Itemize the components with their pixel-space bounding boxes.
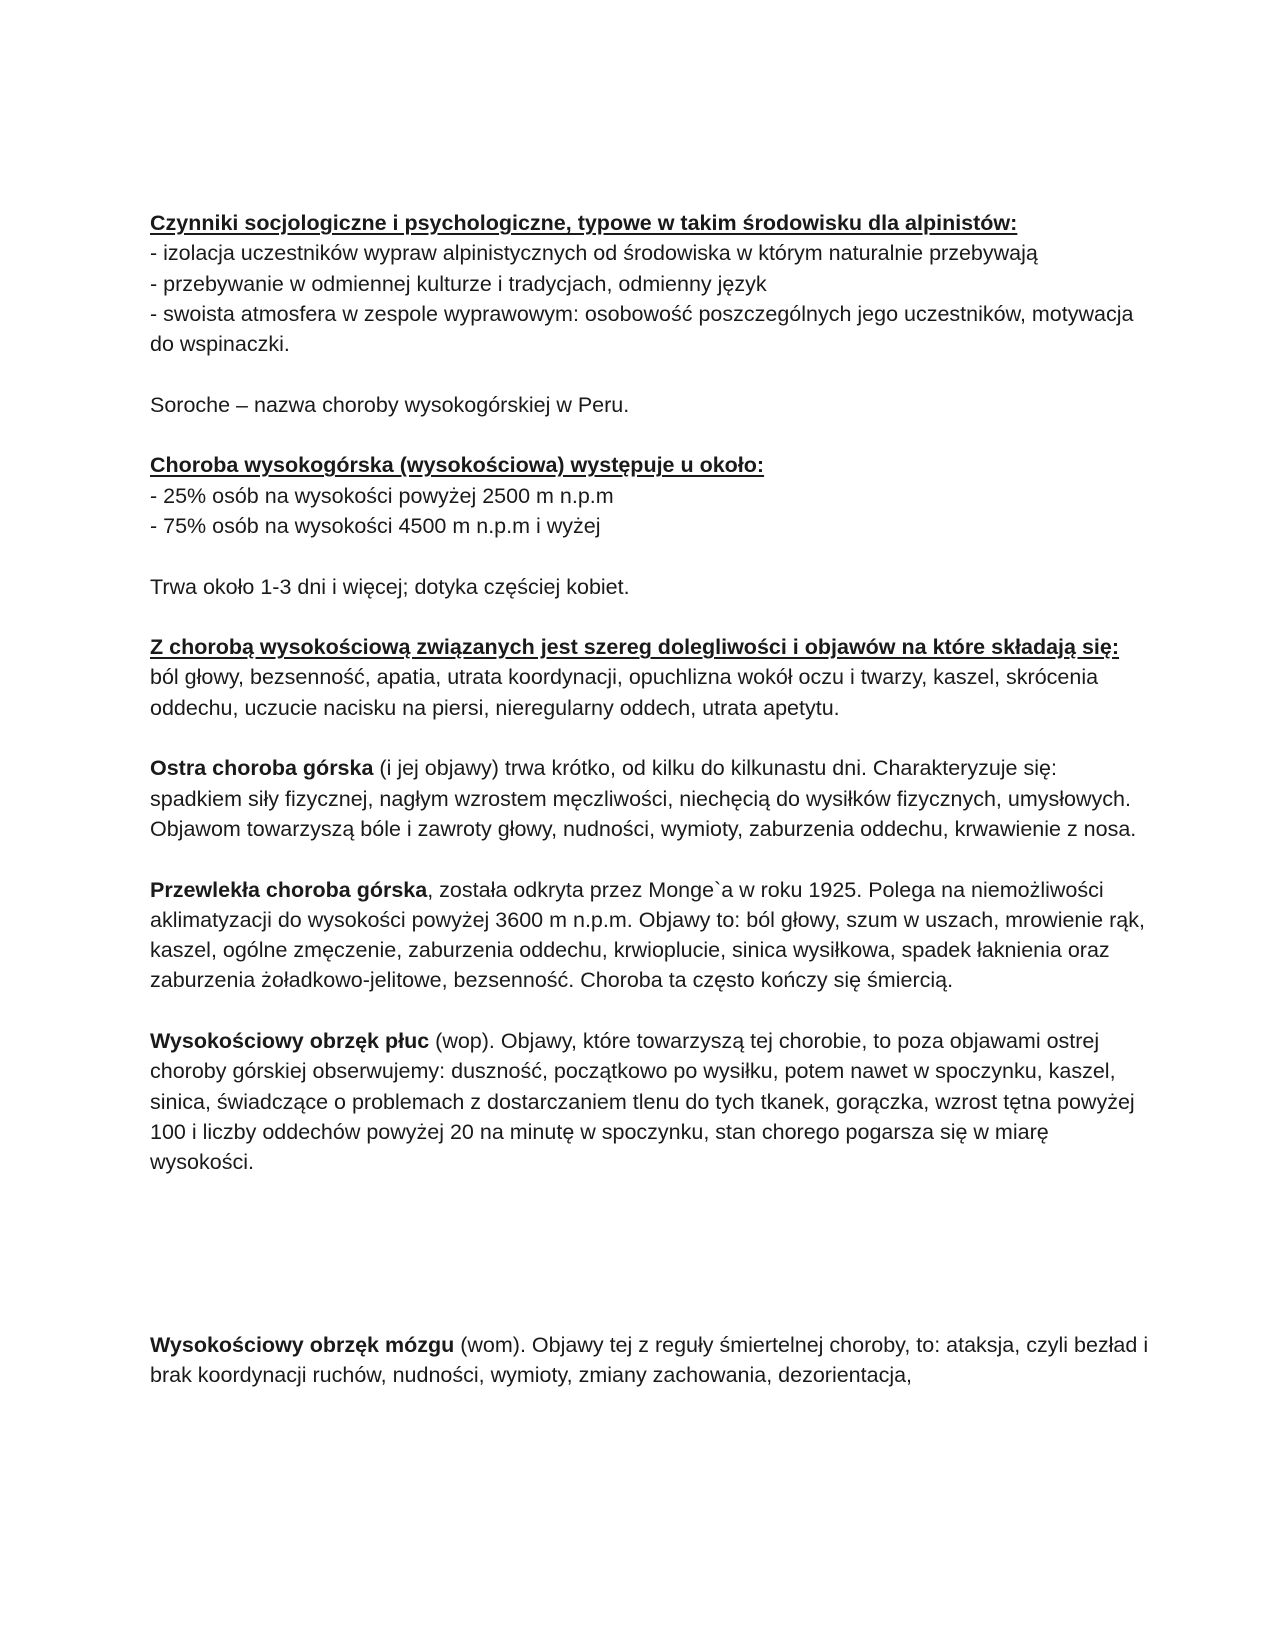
acute-text: (i jej objawy) trwa krótko, od kilku do kilkunastu dni. Charakteryzuje się: spadkiem siły fizycznej, nagłym wzrostem męczliwości, niechęcią do wysiłków fizycznych, umysłowych. Objawom towarzyszą bóle i zawroty głowy, nudności, wymioty, zaburzenia oddechu, krwawienie z nosa. (150, 756, 1137, 841)
document-page (150, 208, 1150, 1390)
hape-text: (wop). Objawy, które towarzyszą tej chorobie, to poza objawami ostrej choroby górskiej obserwujemy: duszność, początkowo po wysiłku, potem nawet w spoczynku, kaszel, sinica, świadczące o problemach z dostarczaniem tlenu do tych tkanek, gorączka, wzrost tętna powyżej 100 i liczby oddechów powyżej 20 na minutę w spoczynku, stan chorego pogarsza się w miarę wysokości. (150, 1029, 1135, 1175)
symptoms-paragraph (150, 632, 1150, 723)
section2-heading (150, 450, 1150, 480)
symptoms-text: ból głowy, bezsenność, apatia, utrata koordynacji, opuchlizna wokół oczu i twarzy, kaszel, skrócenia oddechu, uczucie nacisku na piersi, nieregularny oddech, utrata apetytu. (150, 665, 1099, 720)
symptoms-heading: Z chorobą wysokościową związanych jest szereg dolegliwości i objawów na które składają się: (150, 635, 1120, 660)
section2-heading-text: Choroba wysokogórska (wysokościowa) występuje u około: (150, 453, 765, 478)
section1-item-3: - swoista atmosfera w zespole wyprawowym: osobowość poszczególnych jego uczestników, motywacja do wspinaczki. (150, 301, 1134, 357)
hace-term: Wysokościowy obrzęk mózgu (150, 1332, 455, 1357)
hape-paragraph (150, 1026, 1150, 1177)
section2-item-2: - 75% osób na wysokości 4500 m n.p.m i wyżej (150, 513, 601, 538)
spacer (150, 996, 1150, 1026)
spacer (150, 844, 1150, 874)
soroche-paragraph: Soroche – nazwa choroby wysokogórskiej w Peru. (150, 392, 630, 417)
acute-paragraph (150, 753, 1150, 844)
spacer (150, 420, 1150, 450)
chronic-text: , została odkryta przez Monge`a w roku 1925. Polega na niemożliwości aklimatyzacji do wysokości powyżej 3600 m n.p.m. Objawy to: ból głowy, szum w uszach, mrowienie rąk, kaszel, ogólne zmęczenie, zaburzenia oddechu, krwioplucie, sinica wysiłkowa, spadek łaknienia oraz zaburzenia żoładkowo-jelitowe, bezsenność. Choroba ta często kończy się śmiercią. (150, 877, 1145, 993)
acute-term: Ostra choroba górska (150, 756, 374, 781)
spacer (150, 723, 1150, 753)
section1-heading-text: Czynniki socjologiczne i psychologiczne, typowe w takim środowisku dla alpinistów: (150, 211, 1018, 235)
section1-heading (150, 208, 1150, 238)
hace-text: (wom). Objawy tej z reguły śmiertelnej choroby, to: ataksja, czyli bezład i brak koordynacji ruchów, nudności, wymioty, zmiany zachowania, dezorientacja, (150, 1332, 1149, 1387)
hace-paragraph (150, 1330, 1150, 1391)
spacer (150, 1178, 1150, 1330)
section1-item-1: - izolacja uczestników wypraw alpinistycznych od środowiska w którym naturalnie przebywają (150, 241, 1038, 266)
chronic-paragraph (150, 875, 1150, 996)
section1-item-2: - przebywanie w odmiennej kulturze i tradycjach, odmienny język (150, 271, 767, 296)
spacer (150, 541, 1150, 571)
duration-paragraph: Trwa około 1-3 dni i więcej; dotyka częściej kobiet. (150, 574, 630, 599)
section2-item-1: - 25% osób na wysokości powyżej 2500 m n.p.m (150, 483, 614, 508)
spacer (150, 359, 1150, 389)
chronic-term: Przewlekła choroba górska (150, 877, 428, 902)
hape-term: Wysokościowy obrzęk płuc (150, 1029, 430, 1054)
spacer (150, 602, 1150, 632)
